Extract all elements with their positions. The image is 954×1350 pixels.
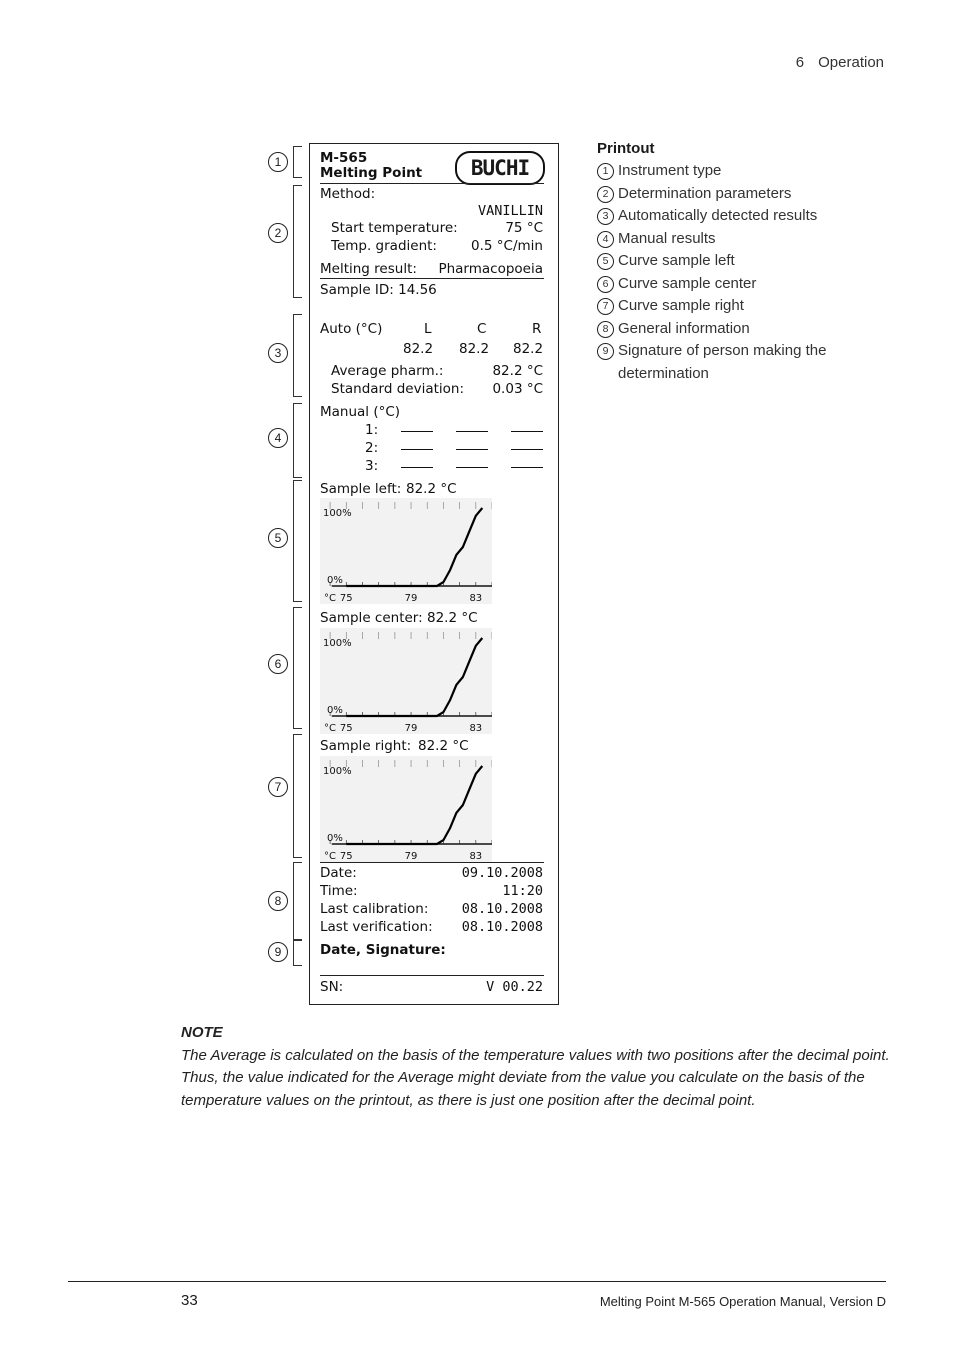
printout <box>309 143 559 1005</box>
legend-item <box>597 160 887 183</box>
curve-center-value: 82.2 °C <box>427 610 478 626</box>
method-value: VANILLIN <box>477 203 543 219</box>
legend-number: 1 <box>597 163 614 180</box>
melting-curve-right <box>320 756 492 862</box>
melting-result-label: Melting result: <box>320 261 417 277</box>
y-tick-label: 0% <box>327 705 343 716</box>
footer-divider <box>68 1281 886 1282</box>
manual-row-number: 1: <box>365 422 379 438</box>
manual-row-number: 3: <box>365 458 379 474</box>
manual-blank <box>456 467 488 468</box>
y-tick-label: 0% <box>327 575 343 586</box>
manual-blank <box>456 449 488 450</box>
sample-id: Sample ID: 14.56 <box>320 282 437 298</box>
col-header-l: L <box>424 321 432 337</box>
legend-number: 3 <box>597 208 614 225</box>
divider <box>320 183 544 184</box>
legend-item <box>597 318 887 341</box>
x-tick-label: 83 <box>469 851 483 862</box>
manual-blank <box>401 449 433 450</box>
bracket-line <box>293 734 302 858</box>
manual-blank <box>456 431 488 432</box>
verification-label: Last verification: <box>320 919 433 935</box>
manual-blank <box>511 431 543 432</box>
legend <box>597 140 887 385</box>
legend-text: Instrument type <box>618 162 722 179</box>
auto-result-c: 82.2 <box>459 341 490 357</box>
melting-curve-left <box>320 498 492 604</box>
gradient-label: Temp. gradient: <box>331 238 437 254</box>
legend-number: 9 <box>597 343 614 360</box>
note-text: The Average is calculated on the basis of the temperature values with two positions after the decimal point. Thus, the value indicated for the Average might deviate from the value you calculate on the basis of the temperature values on the printout, as there is just one position after the decimal point. <box>181 1046 890 1109</box>
legend-text: General information <box>618 319 750 337</box>
version-value: V 00.22 <box>486 979 543 995</box>
chapter-title: Operation <box>818 54 884 71</box>
x-tick-label: 75 <box>339 851 353 862</box>
instrument-title: Melting Point <box>320 165 423 181</box>
legend-item <box>597 273 887 296</box>
time-value: 11:20 <box>502 883 543 899</box>
bracket-number: 6 <box>268 654 288 674</box>
melting-result-value: Pharmacopoeia <box>438 261 543 277</box>
legend-number: 5 <box>597 253 614 270</box>
bracket-number: 4 <box>268 428 288 448</box>
auto-result-l: 82.2 <box>403 341 434 357</box>
serial-label: SN: <box>320 979 344 995</box>
divider <box>320 975 544 976</box>
time-label: Time: <box>320 883 358 899</box>
curve-center-label: Sample center: <box>320 610 423 626</box>
divider <box>320 862 544 863</box>
col-header-c: C <box>477 321 487 337</box>
y-tick-label: 100% <box>323 766 352 777</box>
bracket-number: 7 <box>268 777 288 797</box>
legend-item <box>597 205 887 228</box>
model-name: M-565 <box>320 150 368 166</box>
legend-text: Automatically detected results <box>618 207 818 224</box>
legend-item <box>597 228 887 251</box>
footer-document-title: Melting Point M-565 Operation Manual, Version D <box>599 1294 886 1309</box>
manual-blank <box>401 431 433 432</box>
buchi-logo: BUCHI <box>455 151 545 185</box>
melting-curve-center <box>320 628 492 734</box>
chapter-header <box>782 54 884 71</box>
legend-item <box>597 183 887 206</box>
bracket-number: 1 <box>268 152 288 172</box>
bracket-number: 3 <box>268 343 288 363</box>
legend-text: Curve sample center <box>618 274 757 292</box>
legend-item <box>597 250 887 273</box>
legend-number: 7 <box>597 298 614 315</box>
legend-text: Determination parameters <box>618 184 792 202</box>
gradient-value: 0.5 °C/min <box>471 238 543 254</box>
x-tick-label: 83 <box>469 593 483 604</box>
x-tick-label: 79 <box>404 851 418 862</box>
x-tick-label: 75 <box>339 593 353 604</box>
legend-title: Printout <box>597 140 655 157</box>
bracket-number: 9 <box>268 942 288 962</box>
page-number: 33 <box>181 1292 198 1309</box>
x-tick-label: 79 <box>404 723 418 734</box>
bracket-line <box>293 862 302 940</box>
manual-blank <box>511 467 543 468</box>
curve-right-label: Sample right: <box>320 738 412 754</box>
legend-number: 6 <box>597 276 614 293</box>
average-label: Average pharm.: <box>331 363 444 379</box>
y-tick-label: 0% <box>327 833 343 844</box>
legend-number: 8 <box>597 321 614 338</box>
x-unit-label: °C <box>324 593 336 604</box>
bracket-line <box>293 940 302 966</box>
std-dev-label: Standard deviation: <box>331 381 465 397</box>
y-tick-label: 100% <box>323 508 352 519</box>
x-unit-label: °C <box>324 851 336 862</box>
col-header-r: R <box>532 321 542 337</box>
legend-text: Curve sample right <box>618 297 744 314</box>
legend-text: Signature of person making the determination <box>618 342 827 382</box>
legend-number: 2 <box>597 186 614 203</box>
calibration-label: Last calibration: <box>320 901 429 917</box>
date-label: Date: <box>320 865 357 881</box>
bracket-number: 5 <box>268 528 288 548</box>
manual-row-number: 2: <box>365 440 379 456</box>
bracket-line <box>293 185 302 298</box>
divider <box>320 278 544 279</box>
bracket-line <box>293 146 302 178</box>
bracket-line <box>293 607 302 729</box>
chapter-number: 6 <box>795 54 805 71</box>
bracket-number: 2 <box>268 223 288 243</box>
signature-label: Date, Signature: <box>320 942 446 958</box>
manual-label: Manual (°C) <box>320 404 401 420</box>
start-temp-label: Start temperature: <box>331 220 458 236</box>
auto-label: Auto (°C) <box>320 321 383 337</box>
verification-value: 08.10.2008 <box>461 919 543 935</box>
average-value: 82.2 °C <box>492 363 543 379</box>
bracket-line <box>293 314 302 397</box>
curve-left-label: Sample left: <box>320 481 402 497</box>
curve-left-value: 82.2 °C <box>406 481 457 497</box>
manual-blank <box>511 449 543 450</box>
note-title: NOTE <box>181 1024 223 1041</box>
method-label: Method: <box>320 186 376 202</box>
x-tick-label: 79 <box>404 593 418 604</box>
date-value: 09.10.2008 <box>461 865 543 881</box>
legend-text: Curve sample left <box>618 252 735 269</box>
legend-text: Manual results <box>618 229 716 247</box>
bracket-line <box>293 480 302 602</box>
legend-item <box>597 340 887 385</box>
note <box>181 1022 891 1112</box>
calibration-value: 08.10.2008 <box>461 901 543 917</box>
manual-blank <box>401 467 433 468</box>
auto-result-r: 82.2 <box>513 341 544 357</box>
x-tick-label: 83 <box>469 723 483 734</box>
legend-number: 4 <box>597 231 614 248</box>
bracket-number: 8 <box>268 891 288 911</box>
std-dev-value: 0.03 °C <box>492 381 543 397</box>
legend-item <box>597 295 887 318</box>
start-temp-value: 75 °C <box>505 220 543 236</box>
bracket-line <box>293 403 302 478</box>
curve-right-value: 82.2 °C <box>418 738 469 754</box>
y-tick-label: 100% <box>323 638 352 649</box>
x-tick-label: 75 <box>339 723 353 734</box>
x-unit-label: °C <box>324 723 336 734</box>
